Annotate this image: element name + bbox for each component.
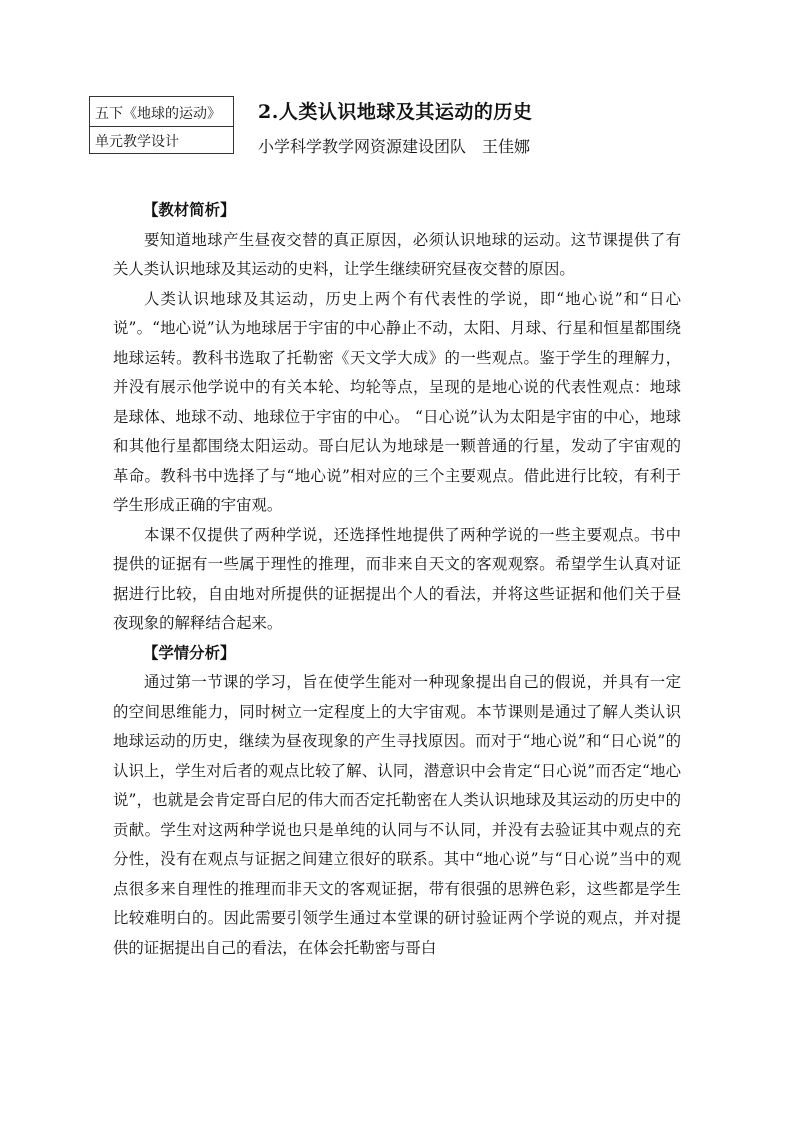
unit-subtitle: 单元教学设计 [95,134,179,150]
paragraph: 要知道地球产生昼夜交替的真正原因，必须认识地球的运动。这节课提供了有关人类认识地球及其运动的史料，让学生继续研究昼夜交替的原因。 [113,230,681,278]
paragraph: 人类认识地球及其运动，历史上两个有代表性的学说，即“地心说”和“日心说”。“地心说”认为地球居于宇宙的中心静止不动，太阳、月球、行星和恒星都围绕地球运转。教科书选取了托勒密《天文学大成》的一些观点。鉴于学生的理解力，并没有展示他学说中的有关本轮、均轮等点，呈现的是地心说的代表性观点：地球是球体、地球不动、地球位于宇宙的中心。 “日心说”认为太阳是宇宙的中心，地球和其他行星都围绕太阳运动。哥白尼认为地球是一颗普通的行星，发动了宇宙观的革命。教科书中选择了与“地心说”相对应的三个主要观点。借此进行比较，有利于学生形成正确的宇宙观。 [113,289,681,514]
paragraph: 通过第一节课的学习，旨在使学生能对一种现象提出自己的假说，并具有一定的空间思维能力，同时树立一定程度上的大宇宙观。本节课则是通过了解人类认识地球运动的历史，继续为昼夜现象的产生寻找原因。而对于“地心说”和“日心说”的认识上，学生对后者的观点比较了解、认同，潜意识中会肯定“日心说”而否定“地心说”，也就是会肯定哥白尼的伟大而否定托勒密在人类认识地球及其运动的历史中的贡献。学生对这两种学说也只是单纯的认同与不认同，并没有去验证其中观点的充分性，没有在观点与证据之间建立很好的联系。其中“地心说”与“日心说”当中的观点很多来自理性的推理而非天文的客观证据，带有很强的思辨色彩，这些都是学生比较难明白的。因此需要引领学生通过本堂课的研讨验证两个学说的观点，并对提供的证据提出自己的看法，在体会托勒密与哥白 [113,673,681,957]
unit-title: 五下《地球的运动》 [95,106,221,122]
paragraph: 本课不仅提供了两种学说，还选择性地提供了两种学说的一些主要观点。书中提供的证据有一些属于理性的推理，而非来自天文的客观观察。希望学生认真对证据进行比较，自由地对所提供的证据提出个人的看法，并将这些证据和他们关于昼夜现象的解释结合起来。 [113,525,681,632]
lesson-title: 2.人类认识地球及其运动的历史 [258,101,533,123]
unit-box-divider [90,126,233,127]
section-heading-textbook-analysis: 【教材简析】 [143,201,236,219]
author-line [258,134,530,157]
section-heading-student-analysis: 【学情分析】 [143,643,236,662]
author-org: 小学科学教学网资源建设团队 [258,137,467,156]
document-body [113,196,681,963]
unit-label-box [89,96,234,154]
author-name: 王佳娜 [482,137,531,156]
